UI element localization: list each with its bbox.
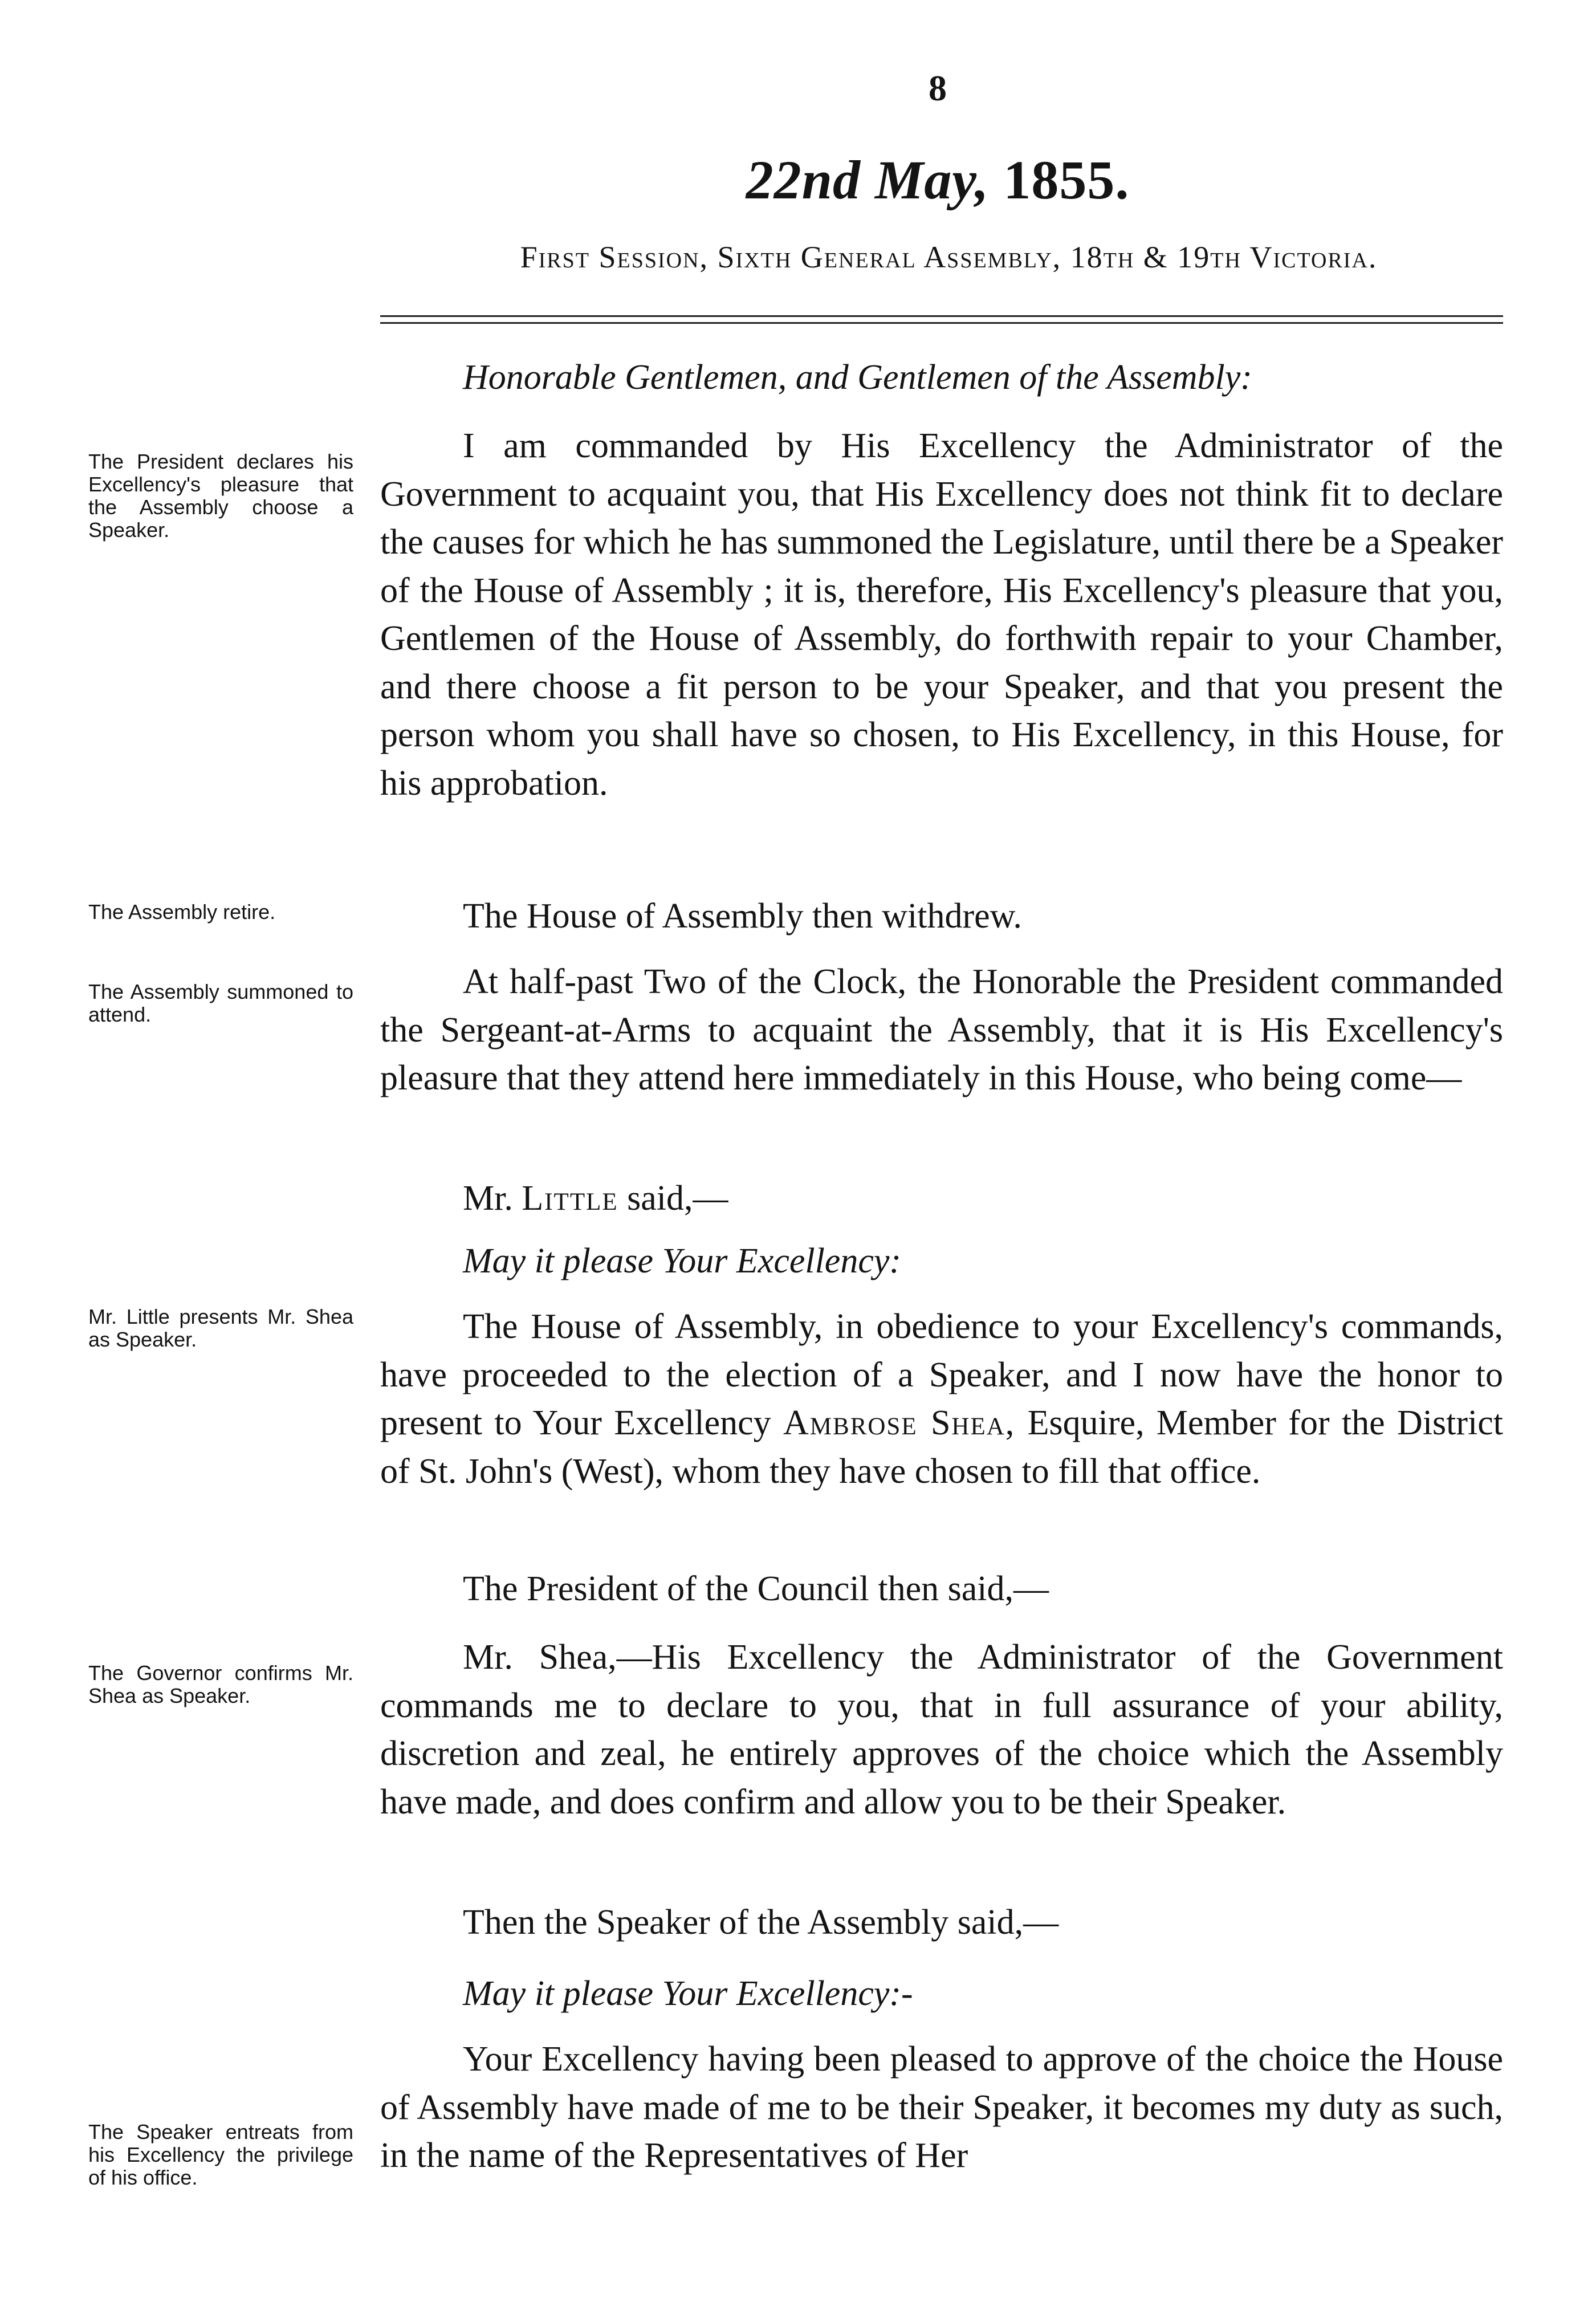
session-date-day: 22nd May, — [746, 149, 990, 210]
paragraph-withdrew — [380, 892, 1503, 941]
paragraph-presentation — [380, 1303, 1503, 1495]
margin-note-little-presents: Mr. Little presents Mr. Shea as Speaker. — [88, 1305, 353, 1351]
paragraph-speaker-said — [380, 1898, 1503, 1947]
paragraph-speaker-address — [380, 2035, 1503, 2180]
session-date — [140, 148, 1596, 212]
paragraph-little-said — [380, 1174, 1503, 1223]
speaker-name: Ambrose Shea, — [783, 1404, 1016, 1442]
margin-note-assembly-summoned: The Assembly summoned to attend. — [88, 980, 353, 1026]
margin-note-governor-confirms: The Governor confirms Mr. Shea as Speaker. — [88, 1661, 353, 1707]
salutation-second-text: May it please Your Excellency:- — [463, 1974, 913, 2013]
salutation-second — [380, 1970, 1503, 2018]
paragraph-command-text: I am commanded by His Excellency the Administrator of the Government to acquaint you, that His Excellency does not think fit to declare the causes for which he has summoned the Legislature, until there be a Speaker of the House of Assembly ; it is, therefore, His Excellency's pleasure that you, Gentlemen of the House of Assembly, do forthwith repair to your Chamber, and there choose a fit person to be your Speaker, and that you present the person whom you shall have so chosen, to His Excellency, in this House, for his approbation. — [380, 426, 1503, 803]
header-rule-bottom — [380, 322, 1503, 324]
margin-note-assembly-retire: The Assembly retire. — [88, 900, 276, 924]
salutation-first-text: May it please Your Excellency: — [463, 1242, 902, 1280]
presentation-text-b: Esquire, Member for the District of St. John's (West), whom they have chosen to fill that office. — [380, 1404, 1504, 1491]
paragraph-withdrew-text: The House of Assembly then withdrew. — [463, 897, 1022, 936]
paragraph-confirmation-text: Mr. Shea,—His Excellency the Administrator of the Government commands me to declare to you, that in full assurance of your ability, discretion and zeal, he entirely approves of the choice which the Assembly have made, and does confirm and allow you to be their Speaker. — [380, 1638, 1503, 1821]
paragraph-summons-text: At half-past Two of the Clock, the Honorable the President commanded the Sergeant-at-Arms to acquaint the Assembly, that it is His Excellency's pleasure that they attend here immediately in this House, who being come— — [380, 962, 1503, 1097]
header-rule-top — [380, 315, 1503, 317]
salutation-first — [380, 1237, 1503, 1286]
margin-note-speaker-entreats: The Speaker entreats from his Excellency the privilege of his office. — [88, 2120, 353, 2189]
paragraph-speaker-said-text: Then the Speaker of the Assembly said,— — [463, 1903, 1059, 1942]
paragraph-speaker-address-text: Your Excellency having been pleased to approve of the choice the House of Assembly have made of me to be their Speaker, it becomes my duty as such, in the name of the Representatives of Her — [380, 2040, 1503, 2175]
little-suffix: said,— — [627, 1179, 728, 1218]
presentation-text-a: The House of Assembly, in obedience to your Excellency's commands, have proceeded to the election of a Speaker, and I now have the honor to present to Your Excellency — [380, 1307, 1503, 1442]
paragraph-president-said — [380, 1565, 1503, 1613]
session-line: First Session, Sixth General Assembly, 18th & 19th Victoria. — [520, 240, 1378, 274]
little-prefix: Mr. — [463, 1179, 513, 1218]
paragraph-summons — [380, 958, 1503, 1103]
page-number: 8 — [929, 68, 947, 108]
address-heading-text: Honorable Gentlemen, and Gentlemen of the Assembly: — [463, 358, 1252, 397]
paragraph-confirmation — [380, 1633, 1503, 1826]
margin-note-speaker-choice: The President declares his Excellency's pleasure that the Assembly choose a Speaker. — [88, 450, 353, 542]
little-name: Little — [522, 1179, 618, 1218]
address-heading — [380, 353, 1503, 402]
session-date-year: 1855. — [1003, 149, 1130, 210]
paragraph-command — [380, 422, 1503, 807]
paragraph-president-said-text: The President of the Council then said,— — [463, 1569, 1049, 1608]
